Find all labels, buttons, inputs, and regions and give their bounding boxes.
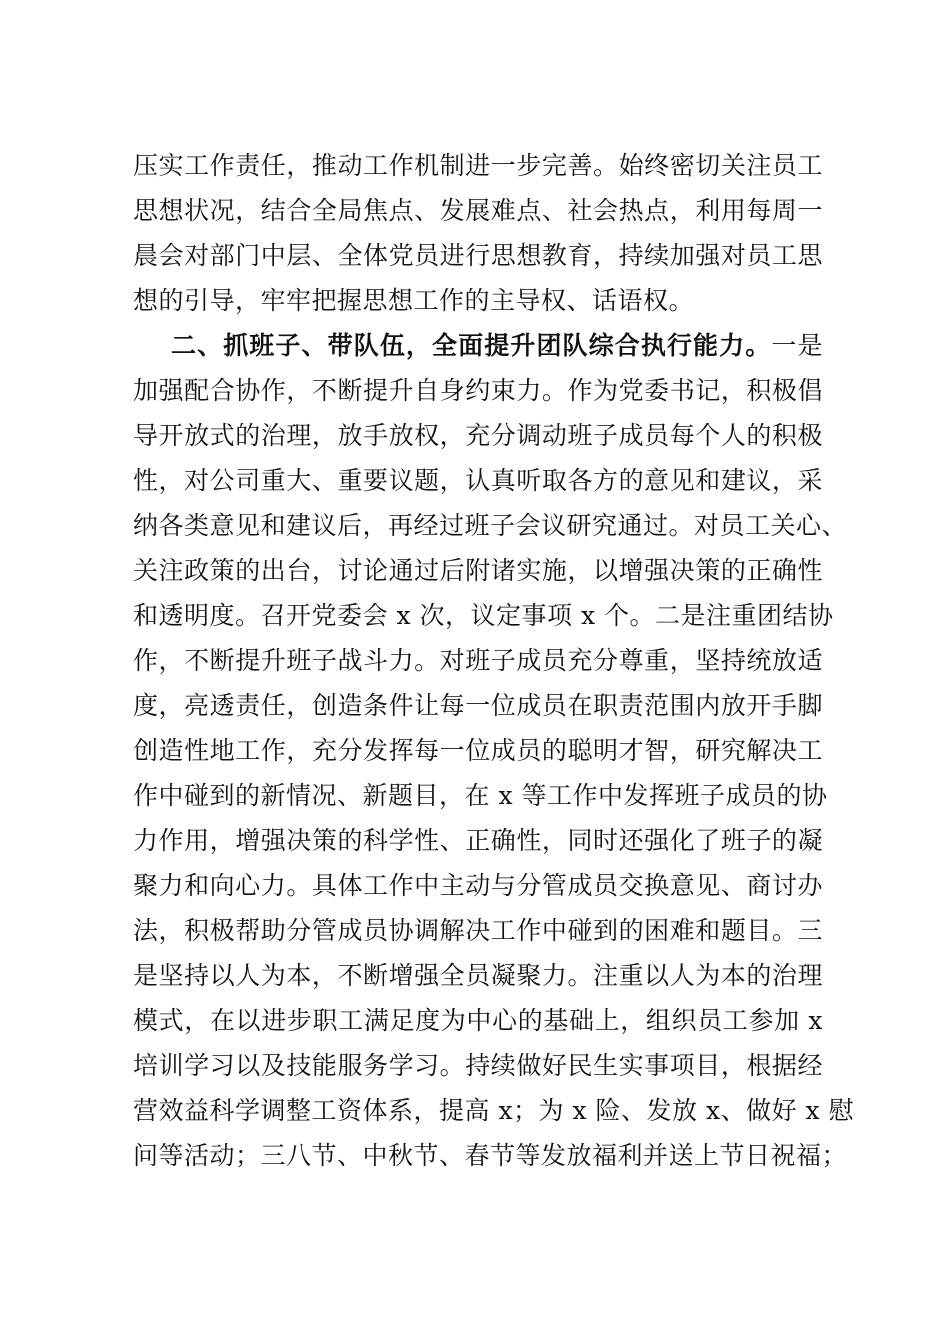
text-line: 思想状况，结合全局焦点、发展难点、社会热点，利用每周一: [133, 196, 823, 225]
text-line: 法，积极帮助分管成员协调解决工作中碰到的困难和题目。三: [133, 916, 823, 945]
text-fragment: 一是: [771, 331, 823, 360]
text-line: 聚力和向心力。具体工作中主动与分管成员交换意见、商讨办: [133, 871, 823, 900]
text-line: 作，不断提升班子战斗力。对班子成员充分尊重，坚持统放适: [133, 646, 823, 675]
text-line: 纳各类意见和建议后，再经过班子会议研究通过。对员工关心、: [133, 511, 848, 540]
text-line: 压实工作责任，推动工作机制进一步完善。始终密切关注员工: [133, 151, 823, 180]
text-line: 想的引导，牢牢把握思想工作的主导权、话语权。: [133, 286, 695, 315]
section-heading: 二、抓班子、带队伍，全面提升团队综合执行能力。: [171, 331, 772, 360]
text-line: 度，亮透责任，创造条件让每一位成员在职责范围内放开手脚: [133, 691, 823, 720]
text-line: 培训学习以及技能服务学习。持续做好民生实事项目，根据经: [133, 1051, 823, 1080]
text-line: 创造性地工作，充分发挥每一位成员的聪明才智，研究解决工: [133, 736, 823, 765]
text-line: 性，对公司重大、重要议题，认真听取各方的意见和建议，采: [133, 466, 823, 495]
text-line: 晨会对部门中层、全体党员进行思想教育，持续加强对员工思: [133, 241, 823, 270]
text-line: 力作用，增强决策的科学性、正确性，同时还强化了班子的凝: [133, 826, 823, 855]
text-line: 加强配合协作，不断提升自身约束力。作为党委书记，积极倡: [133, 376, 823, 405]
text-line: 营效益科学调整工资体系，提高 x；为 x 险、发放 x、做好 x 慰: [133, 1096, 855, 1125]
text-line: 作中碰到的新情况、新题目，在 x 等工作中发挥班子成员的协: [133, 781, 828, 810]
section-heading-line: [133, 323, 823, 368]
document-body: [133, 143, 855, 1178]
text-line: 和透明度。召开党委会 x 次，议定事项 x 个。二是注重团结协: [133, 601, 834, 630]
text-line: 关注政策的出台，讨论通过后附诸实施，以增强决策的正确性: [133, 556, 823, 585]
text-line: 问等活动；三八节、中秋节、春节等发放福利并送上节日祝福；: [133, 1141, 848, 1170]
text-line: 模式，在以进步职工满足度为中心的基础上，组织员工参加 x: [133, 1006, 823, 1035]
text-line: 导开放式的治理，放手放权，充分调动班子成员每个人的积极: [133, 421, 823, 450]
text-line: 是坚持以人为本，不断增强全员凝聚力。注重以人为本的治理: [133, 961, 823, 990]
